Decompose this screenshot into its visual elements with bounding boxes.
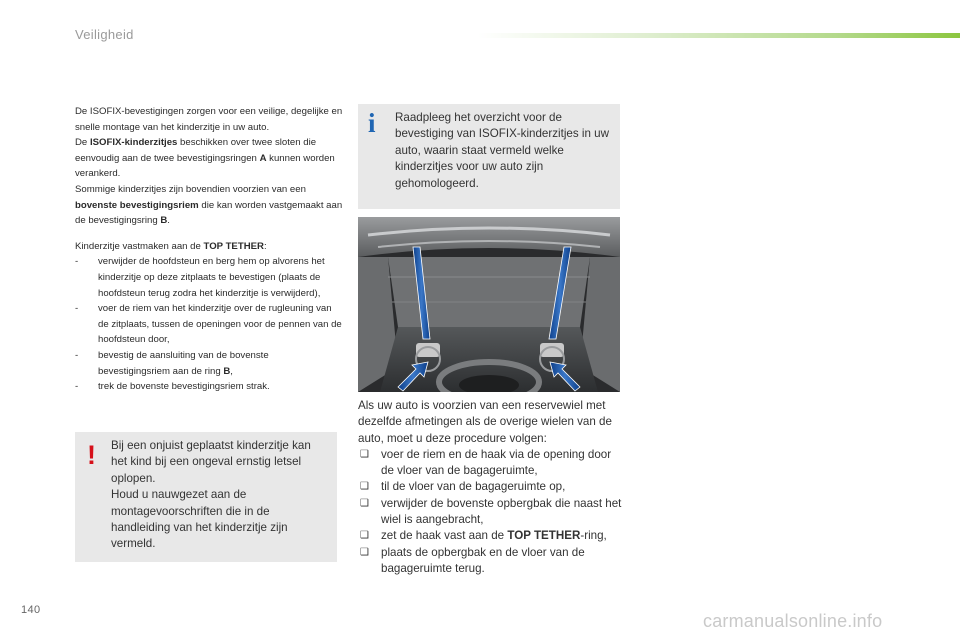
isofix-seats-term: ISOFIX-kinderzitjes	[89, 137, 178, 149]
list-item: ❑ til de vloer van de bagageruimte op,	[358, 479, 626, 495]
info-box	[358, 104, 620, 209]
page-number: 140	[21, 604, 41, 616]
info-icon: i	[368, 108, 376, 138]
bullet-icon: ❑	[360, 497, 369, 509]
tether-intro: Kinderzitje vastmaken aan de TOP TETHER:	[75, 240, 267, 252]
intro-paragraph-1: De ISOFIX-bevestigingen zorgen voor een veilige, degelijke en snelle montage van het kinderzitje in uw auto.	[75, 106, 343, 133]
list-item: - bevestig de aansluiting van de bovenste bevestigingsriem aan de ring B,	[75, 349, 269, 377]
list-item: - verwijder de hoofdsteun en berg hem op alvorens het kinderzitje op deze zitplaats te bevestigen (plaats de hoofdsteun terug zodra het kinderzitje is verwijderd),	[75, 256, 325, 299]
intro-paragraph-3: Sommige kinderzitjes zijn bovendien voorzien van een bovenste bevestigingsriem die kan worden vastgemaakt aan de bevestigingsring B.	[75, 183, 343, 227]
watermark: carmanualsonline.info	[703, 611, 883, 631]
bullet-icon: ❑	[360, 448, 369, 460]
trunk-illustration	[358, 217, 620, 392]
ring-a-label: A	[259, 152, 267, 164]
warning-icon: !	[87, 440, 96, 470]
bullet-icon: ❑	[360, 530, 369, 542]
top-tether-term: TOP TETHER	[203, 240, 264, 252]
warning-box	[75, 432, 337, 562]
header-accent-bar	[478, 33, 960, 38]
right-column	[358, 398, 626, 577]
list-item: - voer de riem van het kinderzitje over de rugleuning van de zitplaats, tussen de openingen voor de pennen van de hoofdsteun door,	[75, 303, 342, 346]
list-item: ❑ verwijder de bovenste opbergbak die naast het wiel is aangebracht,	[360, 496, 622, 527]
list-item: - trek de bovenste bevestigingsriem strak.	[75, 381, 270, 393]
spare-wheel-intro: Als uw auto is voorzien van een reservewiel met dezelfde afmetingen als de overige wielen van de auto, moet u deze procedure volgen:	[358, 399, 612, 445]
bullet-icon: ❑	[360, 546, 369, 558]
bullet-icon: ❑	[360, 481, 369, 493]
warning-text: Bij een onjuist geplaatst kinderzitje kan het kind bij een ongeval ernstig letsel oplopen. Houd u nauwgezet aan de montagevoorschriften die in de handleiding van het kinderzitje zijn vermeld.	[111, 439, 311, 551]
ring-b-label: B	[160, 215, 168, 227]
left-column	[75, 104, 343, 395]
trunk-photo	[358, 217, 620, 392]
list-item: ❑ voer de riem en de haak via de opening door de vloer van de bagageruimte,	[360, 447, 612, 478]
list-item: ❑ plaats de opbergbak en de vloer van de bagageruimte terug.	[360, 545, 585, 575]
list-item: ❑ zet de haak vast aan de TOP TETHER-ring,	[358, 528, 626, 544]
info-text: Raadpleeg het overzicht voor de bevestiging van ISOFIX-kinderzitjes in uw auto, waarin staat vermeld welke kinderzitjes voor uw auto zijn gehomologeerd.	[395, 111, 609, 190]
section-title: Veiligheid	[75, 27, 134, 42]
intro-paragraph-2: De ISOFIX-kinderzitjes beschikken over twee sloten die eenvoudig aan de twee bevestigingsringen A kunnen worden verankerd.	[75, 137, 335, 180]
top-strap-term: bovenste bevestigingsriem	[75, 199, 199, 211]
